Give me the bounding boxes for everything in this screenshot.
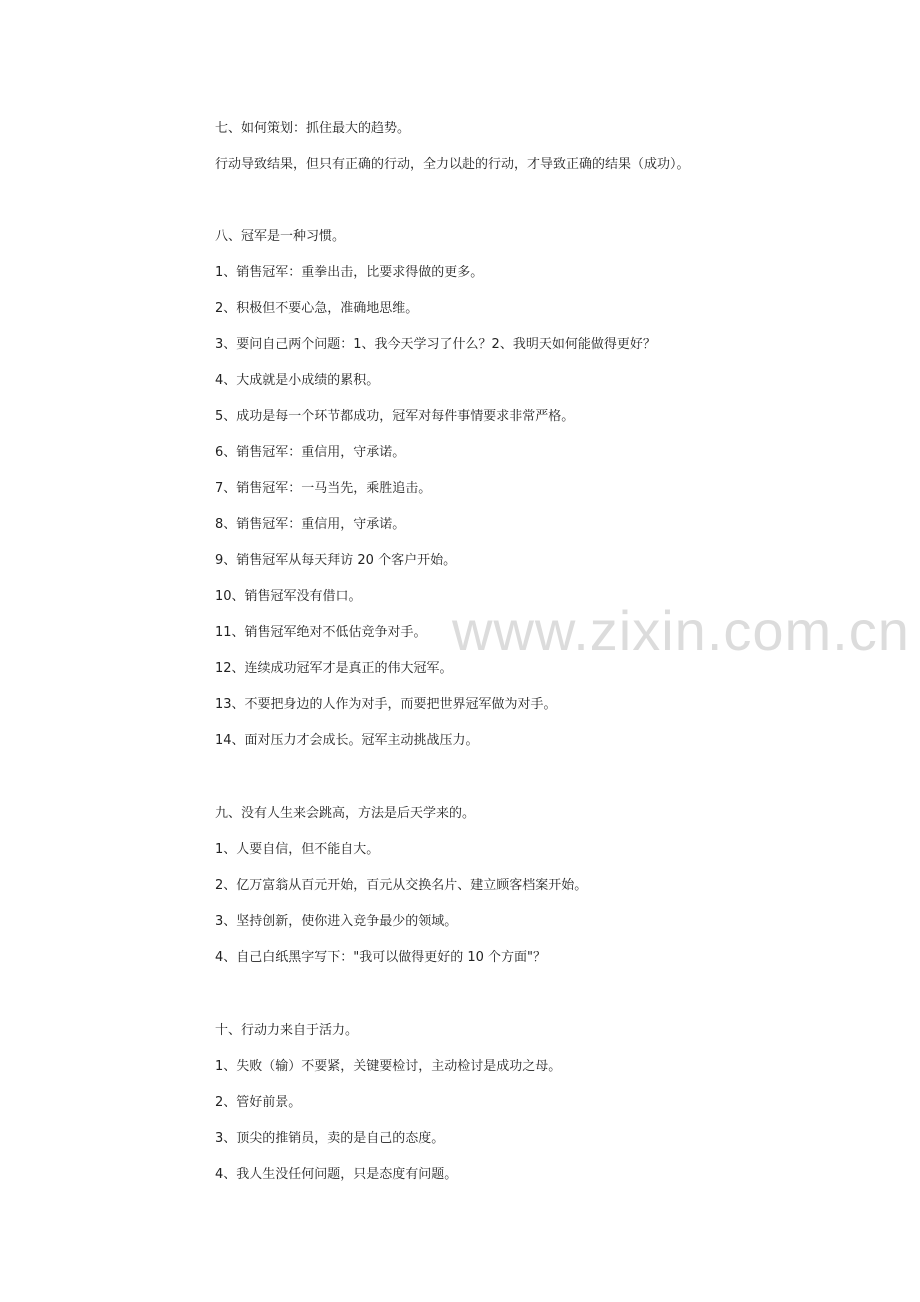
list-item: 1、失败（输）不要紧，关键要检讨，主动检讨是成功之母。 bbox=[215, 1059, 562, 1074]
list-item: 2、管好前景。 bbox=[215, 1095, 302, 1110]
list-item: 8、销售冠军：重信用，守承诺。 bbox=[215, 517, 406, 532]
list-item: 5、成功是每一个环节都成功，冠军对每件事情要求非常严格。 bbox=[215, 409, 575, 424]
list-item: 1、人要自信，但不能自大。 bbox=[215, 842, 380, 857]
list-item: 9、销售冠军从每天拜访 20 个客户开始。 bbox=[215, 553, 457, 568]
section-heading-seven: 七、如何策划：抓住最大的趋势。 bbox=[215, 121, 411, 136]
list-item: 12、连续成功冠军才是真正的伟大冠军。 bbox=[215, 661, 453, 676]
list-item: 2、积极但不要心急，准确地思维。 bbox=[215, 301, 419, 316]
list-item: 2、亿万富翁从百元开始，百元从交换名片、建立顾客档案开始。 bbox=[215, 878, 588, 893]
list-item: 4、自己白纸黑字写下："我可以做得更好的 10 个方面"？ bbox=[215, 950, 547, 965]
section-heading-nine: 九、没有人生来会跳高，方法是后天学来的。 bbox=[215, 806, 476, 821]
section-heading-eight: 八、冠军是一种习惯。 bbox=[215, 229, 346, 244]
list-item: 6、销售冠军：重信用，守承诺。 bbox=[215, 445, 406, 460]
list-item: 11、销售冠军绝对不低估竞争对手。 bbox=[215, 625, 427, 640]
section-body-seven: 行动导致结果，但只有正确的行动，全力以赴的行动，才导致正确的结果（成功）。 bbox=[215, 157, 690, 172]
list-item: 13、不要把身边的人作为对手，而要把世界冠军做为对手。 bbox=[215, 697, 557, 712]
list-item: 4、大成就是小成绩的累积。 bbox=[215, 373, 380, 388]
list-item: 10、销售冠军没有借口。 bbox=[215, 589, 362, 604]
list-item: 3、要问自己两个问题：1、我今天学习了什么？2、我明天如何能做得更好？ bbox=[215, 337, 656, 352]
list-item: 3、坚持创新，使你进入竞争最少的领域。 bbox=[215, 914, 458, 929]
section-heading-ten: 十、行动力来自于活力。 bbox=[215, 1023, 359, 1038]
list-item: 14、面对压力才会成长。冠军主动挑战压力。 bbox=[215, 733, 479, 748]
list-item: 7、销售冠军：一马当先，乘胜追击。 bbox=[215, 481, 432, 496]
list-item: 4、我人生没任何问题，只是态度有问题。 bbox=[215, 1167, 458, 1182]
list-item: 1、销售冠军：重拳出击，比要求得做的更多。 bbox=[215, 265, 484, 280]
watermark: www.zixin.com.cn bbox=[452, 599, 910, 662]
list-item: 3、顶尖的推销员，卖的是自己的态度。 bbox=[215, 1131, 445, 1146]
